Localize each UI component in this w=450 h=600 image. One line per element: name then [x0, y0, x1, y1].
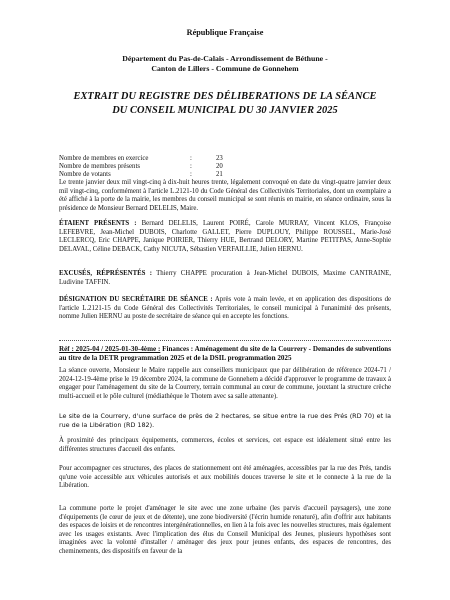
intro-paragraph: Le trente janvier deux mil vingt-cinq à dix-huit heures trente, légalement convoqué en date du vingt-quatre janvier deux mil vingt-cinq, conformément à l'article L.2121-10 du Code Général des Collectivités Territoriales, dont un exemplaire a été affiché à la porte de la mairie, les membres du conseil municipal se sont réunis en mairie, en séance ordinaire, sous la présidence de Monsieur Bernard DELELIS, Maire. — [59, 179, 391, 212]
secretary-text: Après vote à main levée, et en application des dispositions de l'article L.2121-15 du Code Général des Collectivités Territoriales, le conseil municipal à l'unanimité des présents, nomme Julien HERNU au poste de secrétaire de séance qui en accepte les fonctions. — [59, 296, 391, 321]
topic-text: Finances : Aménagement du site de la Courrery - Demandes de subventions au titre de la DETR programmation 2025 et de la DSIL programmation 2025 — [59, 345, 391, 362]
secretary-paragraph — [59, 296, 391, 322]
stats-label: Nombre de votants — [59, 171, 111, 179]
stats-sep: : — [190, 163, 192, 171]
stats-sep: : — [190, 171, 192, 179]
body-paragraph: À proximité des principaux équipements, commerces, écoles et services, cet espace est idéalement situé entre les différentes structures d'accueil des enfants. — [59, 437, 391, 453]
title-line-1: EXTRAIT DU REGISTRE DES DÉLIBERATIONS DE LA SÉANCE — [73, 91, 377, 102]
secretary-label: DÉSIGNATION DU SECRÉTAIRE DE SÉANCE : — [59, 296, 213, 303]
body-paragraph: La séance ouverte, Monsieur le Maire rappelle aux conseillers municipaux que par délibération de référence 2024-71 / 2024-12-19-4ème prise le 19 décembre 2024, la commune de Gonnehem a décidé d'approuver le programme de travaux à engager pour l'aménagement du site de la Courrery, terrain communal au cœur de commune, jouxtant la structure crèche multi-accueil et le pôle culturel (médiathèque le Thotem avec sa salle attenante). — [59, 367, 391, 400]
body-paragraph: La commune porte le projet d'aménager le site avec une zone urbaine (les parvis d'accueil paysagers), une zone d'équipements (le cœur de jeux et de détente), une zone biodiversité (l'écrin humide renaturé), afin d'offrir aux habitants des espaces de loisirs et de rencontres intergénérationnelles, en lien à la fois avec les nouvelles structures, mais également avec les usages existants. Avec l'implication des élus du Conseil Municipal des Jeunes, plusieurs hypothèses sont imaginées avec la volonté d'installer / aménager des jeux pour jeunes enfants, des espaces de rencontres, des cheminements, des dispositifs en faveur de la — [59, 505, 391, 555]
topic-heading — [59, 345, 391, 363]
department-line-1: Département du Pas-de-Calais - Arrondissement de Béthune - — [122, 54, 328, 63]
republic-heading: République Française — [186, 28, 264, 37]
section-divider — [59, 340, 391, 341]
presents-text: Bernard DELELIS, Laurent POIRÉ, Carole MURRAY, Vincent KLOS, Françoise LEFEBVRE, Jean-Michel DUBOIS, Charlotte GALLET, Pierre DUPLOUY, Philippe ROUSSEL, Marie-José LECLERCQ, Eric CHAPPE, Janique POIRIER, Thierry HUE, Bertrand DELORY, Martine PETITPAS, Anne-Sophie DELAVAL, Céline DEBACK, Cathy NICUTA, Sébastien VERFAILLIE, Julien HERNU. — [59, 220, 391, 253]
stats-value: 20 — [216, 163, 223, 171]
department-heading — [60, 54, 390, 74]
title-line-2: DU CONSEIL MUNICIPAL DU 30 JANVIER 2025 — [112, 105, 338, 116]
stats-value: 21 — [216, 171, 223, 179]
stats-label: Nombre de membres présents — [59, 163, 140, 171]
stats-sep: : — [190, 155, 192, 162]
body-paragraph: Pour accompagner ces structures, des places de stationnement ont été aménagées, accessibles par la rue des Prés, tandis qu'une voie accessible aux véhicules autorisés et aux mobilités douces traverse le site et le connecte à la rue de la Libération. — [59, 465, 391, 490]
body-paragraph: Le site de la Courrery, d'une surface de près de 2 hectares, se situe entre la rue des Prés (RD 70) et la rue de la Libération (RD 182). — [59, 412, 391, 429]
excuses-label: EXCUSÉS, RÉPRÉSENTÉS : — [59, 270, 152, 277]
members-stats — [59, 155, 359, 180]
stats-label: Nombre de membres en exercice — [59, 155, 149, 162]
department-line-2: Canton de Lillers - Commune de Gonnehem — [151, 64, 299, 73]
stats-row — [59, 163, 359, 171]
presents-label: ÉTAIENT PRÉSENTS : — [59, 220, 137, 227]
excuses-paragraph — [59, 270, 391, 287]
document-title — [20, 90, 430, 118]
topic-reference: Réf : 2025-04 / 2025-01-30-4ème : — [59, 345, 161, 353]
stats-value: 23 — [216, 155, 223, 162]
presents-paragraph — [59, 220, 391, 254]
excuses-text: Thierry CHAPPE procuration à Jean-Michel DUBOIS, Maxime CANTRAINE, Ludivine TAFFIN. — [59, 270, 391, 286]
stats-row — [59, 155, 359, 163]
